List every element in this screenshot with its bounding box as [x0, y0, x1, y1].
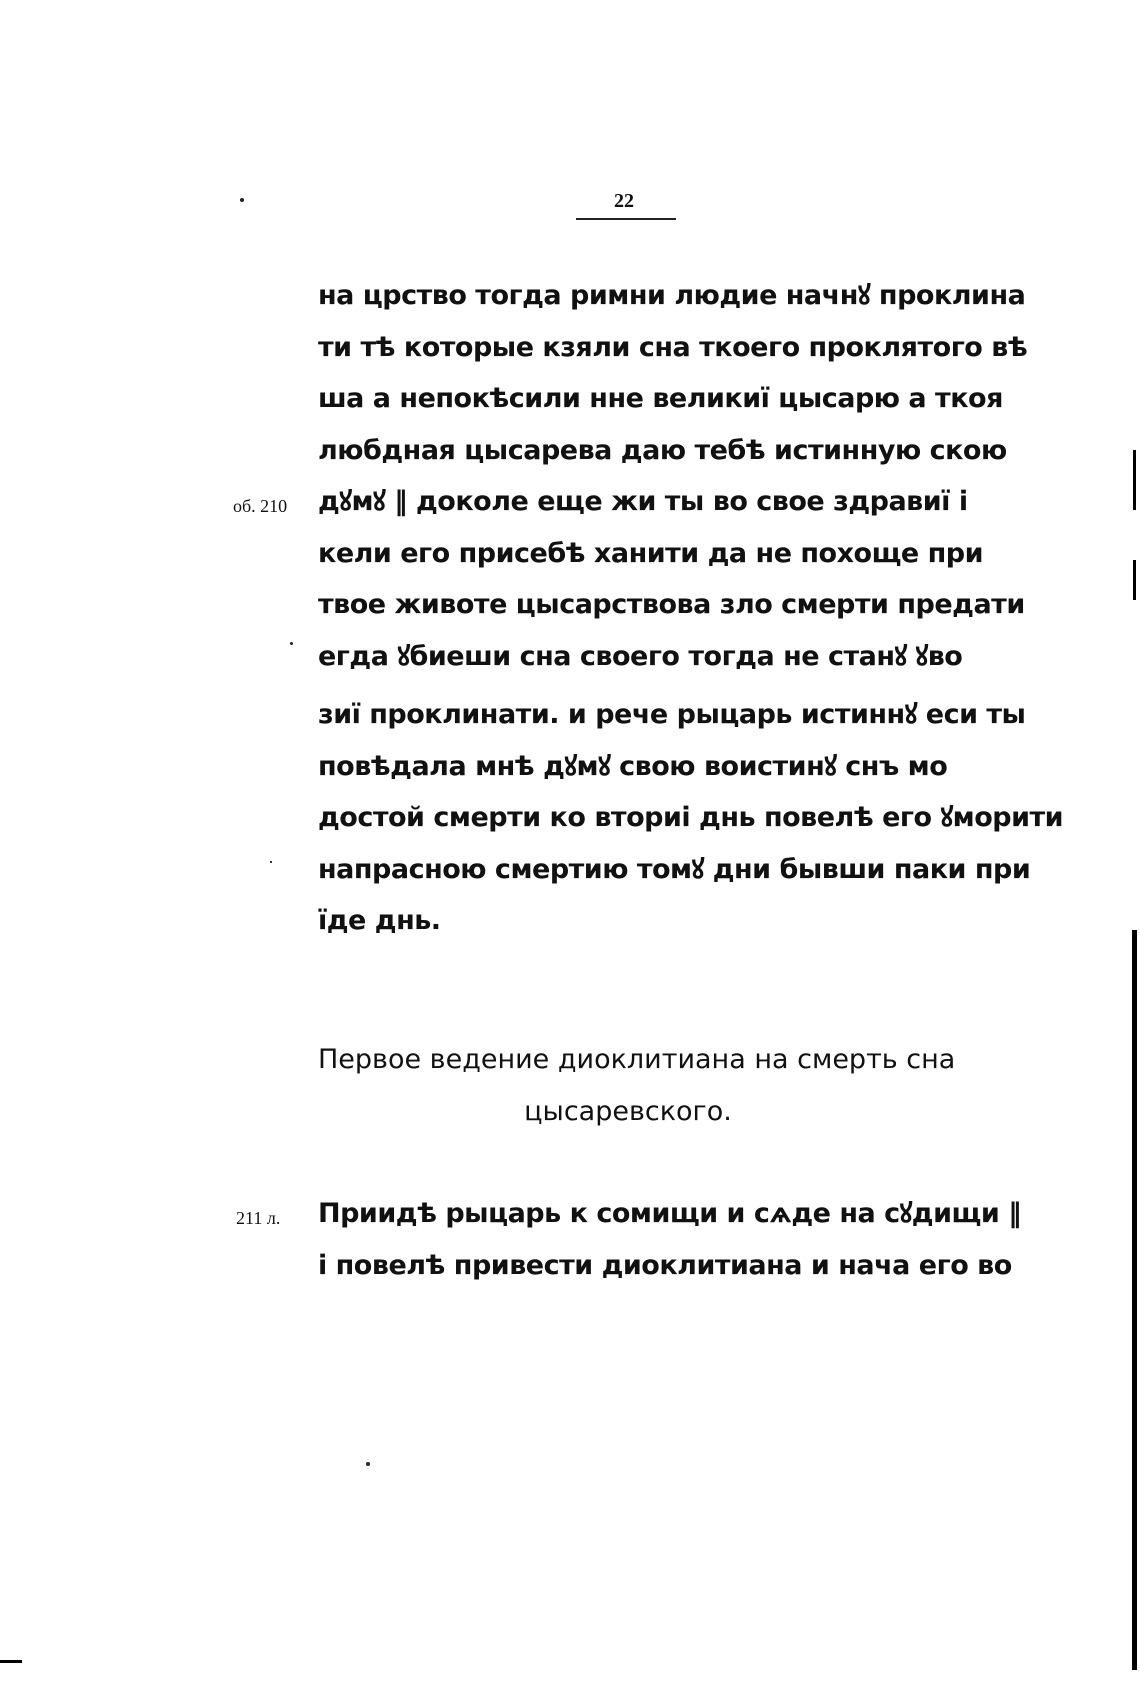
text-line: ша а непокѣсили нне великиї цысарю а ткоя	[318, 383, 1003, 414]
page-number: 22	[614, 190, 634, 212]
text-line: зиї проклинати. и рече рыцарь истиннꙋ еси ты	[318, 699, 1026, 730]
text-line: на црство тогда римни людие начнꙋ проклина	[318, 280, 1026, 311]
margin-folio-211: 211 л.	[236, 1208, 281, 1228]
text-line: їде днь.	[318, 905, 441, 936]
text-line: напрасною смертию томꙋ дни бывши паки при	[318, 853, 1031, 885]
margin-mark: ·	[268, 852, 274, 872]
scan-edge-rule	[1132, 930, 1137, 1670]
text-line: кели его присебѣ ханити да не похоще при	[318, 537, 984, 569]
scan-speck	[366, 1462, 370, 1466]
text-line: дꙋмꙋ ‖ доколе еще жи ты во свое здравиї і	[318, 486, 968, 517]
text-line: егда ꙋбиеши сна своего тогда не станꙋ ꙋво	[318, 640, 963, 672]
scan-edge-rule	[0, 1660, 22, 1663]
margin-folio-210: об. 210	[233, 496, 288, 516]
section-heading	[318, 1034, 956, 1138]
text-line: любдная цысарева даю тебѣ истинную скою	[318, 434, 1007, 466]
paragraph-2	[318, 1188, 1022, 1291]
scan-edge-rule	[1133, 560, 1136, 600]
scan-speck	[290, 642, 293, 645]
paragraph-1	[318, 270, 1064, 947]
scan-speck	[240, 198, 244, 202]
text-line: ти тѣ которые кзяли сна ткоего проклятого вѣ	[318, 331, 1028, 363]
text-line: твое животе цысарствова зло смерти предати	[318, 589, 1025, 620]
text-line: і повелѣ привести диоклитиана и нача его во	[318, 1249, 1012, 1281]
page-number-rule	[576, 218, 676, 220]
text-line: достой смерти ко вториі днь повелѣ его ꙋморити	[318, 802, 1064, 833]
text-line: Приидѣ рыцарь к сомищи и сѧде на сꙋдищи ‖	[318, 1198, 1022, 1229]
text-line: повѣдала мнѣ дꙋмꙋ свою воистинꙋ снъ мо	[318, 750, 948, 782]
heading-line: Первое ведение диоклитиана на смерть сна	[318, 1044, 956, 1075]
scan-edge-rule	[1133, 450, 1136, 510]
heading-line: цысаревского.	[524, 1096, 732, 1127]
